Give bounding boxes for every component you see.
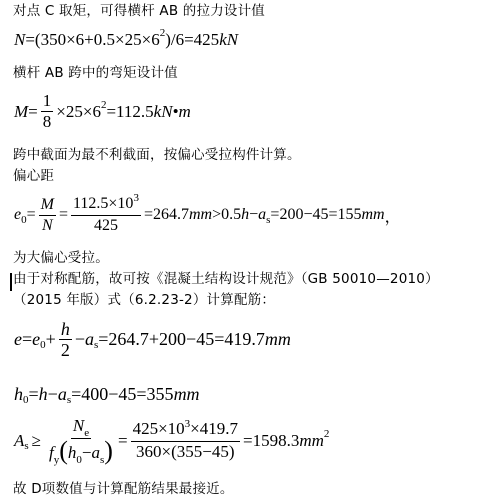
eq4-e0-sub: 0: [40, 338, 46, 351]
eq1-expr-a: =(350×6+0.5×25×6: [25, 30, 160, 49]
eq4-minus: −: [74, 329, 85, 349]
eq4-eq: =: [22, 329, 33, 349]
eq6-f2-num-tail: ×419.7: [190, 419, 238, 438]
eq5-h: h: [14, 384, 23, 404]
eq6-A: A: [14, 430, 25, 450]
eq3-e-sub: 0: [21, 214, 27, 226]
eq4-a-sub: s: [93, 338, 99, 351]
equation-moment: [14, 92, 191, 131]
eq5-res: =400−45=355: [71, 384, 174, 404]
eq6-res: =1598.3: [243, 430, 300, 450]
eq4-plus: +: [45, 329, 56, 349]
eq3-tail: ，: [384, 208, 401, 226]
eq6-den-sub: y: [53, 454, 60, 466]
eq6-den-a-sub: s: [100, 454, 105, 466]
eq2-expr: ×25×6: [56, 101, 101, 121]
eq1-unit: kN: [219, 30, 239, 49]
eq2-res: =112.5: [106, 101, 154, 121]
line-7: （2015 年版）式（6.2.23-2）计算配筋：: [13, 292, 276, 308]
eq5-h2: h: [38, 384, 48, 404]
equation-e: [14, 320, 291, 359]
eq4-res: =264.7+200−45=419.7: [98, 329, 265, 349]
eq5-unit: mm: [173, 384, 200, 404]
eq6-f1-num: [71, 417, 91, 439]
eq3-f2-num-exp: 3: [133, 192, 139, 204]
eq5-a-sub: s: [66, 393, 72, 406]
eq1-exp: 2: [159, 27, 166, 39]
line-2: 横杆 AB 跨中的弯矩设计值: [13, 65, 178, 81]
eq6-den-h: h: [67, 443, 77, 462]
eq6-den-minus: −: [81, 443, 92, 462]
eq3-unit-a: mm: [188, 206, 213, 223]
equation-reinforcement: [14, 417, 329, 464]
eq1-lhs: N: [14, 30, 26, 49]
eq6-ge: ≥: [31, 430, 42, 450]
eq3-f1-num: M: [39, 196, 56, 216]
eq2-fraction: [41, 92, 54, 131]
eq3-eq-2: =: [58, 206, 68, 223]
equation-h0: [14, 384, 200, 405]
eq2-frac-den: 8: [42, 112, 52, 131]
equation-axial-force: [14, 27, 239, 50]
line-1: 对点 C 取矩，可得横杆 AB 的拉力设计值: [13, 3, 265, 19]
eq3-f1-den: N: [41, 216, 53, 234]
eq3-res-a: =264.7: [143, 206, 189, 223]
eq2-lhs: M: [14, 101, 29, 121]
eq6-f2-den: 360×(355−45): [136, 442, 235, 461]
eq6-den-close: ): [104, 436, 113, 465]
eq6-num-sub: e: [84, 427, 90, 439]
eq4-frac-num: h: [60, 319, 70, 339]
eq6-num-N: N: [72, 416, 85, 435]
eq4-frac-den: 2: [60, 340, 70, 360]
eq4-unit: mm: [264, 329, 291, 349]
eq3-f2-num-a: 112.5×10: [73, 195, 134, 212]
eq6-den-a: a: [91, 443, 101, 462]
eq1-expr-b: )/6=425: [165, 30, 220, 49]
eq6-den-f: f: [49, 443, 54, 462]
eq6-fraction-1: [47, 417, 115, 464]
eq6-fraction-2: [131, 420, 240, 461]
eq5-h-sub: 0: [23, 393, 29, 406]
eq3-eq: =: [26, 206, 36, 223]
eq3-e: e: [14, 206, 22, 223]
eq3-fraction-1: [39, 196, 56, 235]
eq2-unit: kN•m: [153, 101, 191, 121]
eq6-unit: mm: [299, 430, 324, 450]
eq4-a: a: [84, 329, 94, 349]
eq3-f2-num: [71, 192, 141, 216]
eq6-f2-num: [131, 420, 240, 442]
eq3-cmp: >0.5: [212, 206, 242, 223]
eq6-unit-exp: 2: [323, 427, 330, 440]
eq3-h: h: [241, 206, 250, 223]
line-4: 偏心距: [13, 168, 55, 184]
line-3: 跨中截面为最不利截面，按偏心受拉构件计算。: [13, 147, 301, 163]
eq3-res-b: =200−45=155: [270, 206, 362, 223]
eq6-f2-num-a: 425×10: [132, 419, 185, 438]
eq2-frac-num: 1: [42, 91, 52, 110]
line-6: 由于对称配筋，故可按《混凝土结构设计规范》（GB 50010—2010）: [13, 271, 439, 287]
eq3-unit-b: mm: [361, 206, 385, 223]
eq4-e0: e: [32, 329, 41, 349]
text-cursor: [10, 273, 12, 291]
eq2-eq: =: [28, 101, 38, 121]
eq3-minus: −: [249, 206, 259, 223]
equation-eccentricity: [14, 192, 401, 235]
eq5-minus: −: [47, 384, 58, 404]
line-8: 故 D项数值与计算配筋结果最接近。: [13, 481, 234, 497]
eq5-eq: =: [28, 384, 39, 404]
eq3-fraction-2: [71, 192, 141, 235]
eq3-a-sub: s: [266, 214, 271, 226]
eq4-e: e: [14, 329, 22, 349]
eq6-den-open: (: [59, 436, 68, 465]
line-5: 为大偏心受拉。: [13, 250, 109, 266]
eq3-a: a: [258, 206, 267, 223]
eq3-f2-den: 425: [93, 217, 118, 234]
eq5-a: a: [57, 384, 67, 404]
eq6-f2-num-exp: 3: [184, 418, 191, 430]
eq6-den-h-sub: 0: [76, 454, 82, 466]
eq6-f1-den: [47, 436, 115, 466]
eq6-eq: =: [117, 430, 128, 450]
eq4-fraction: [59, 320, 72, 359]
eq2-exp: 2: [100, 98, 107, 111]
eq6-A-sub: s: [24, 439, 29, 452]
